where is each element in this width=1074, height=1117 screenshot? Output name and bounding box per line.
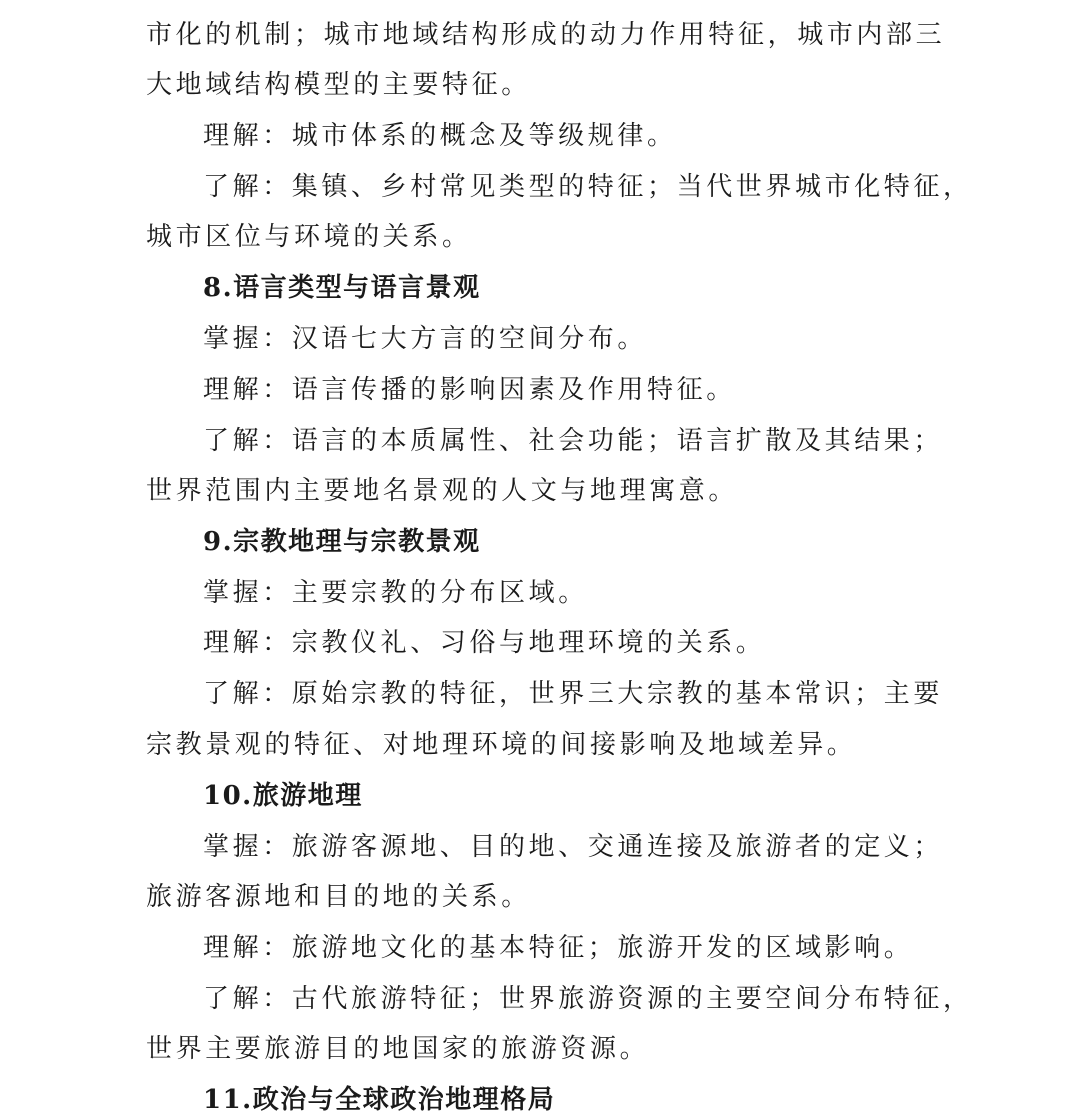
text-line: 世界主要旅游目的地国家的旅游资源。 xyxy=(146,1034,650,1064)
section-heading: 8.语言类型与语言景观 xyxy=(203,273,481,303)
text-line: 理解：语言传播的影响因素及作用特征。 xyxy=(203,375,736,405)
text-line: 了解：语言的本质属性、社会功能；语言扩散及其结果； xyxy=(203,426,944,456)
text-line: 理解：宗教仪礼、习俗与地理环境的关系。 xyxy=(203,628,766,658)
text-line: 宗教景观的特征、对地理环境的间接影响及地域差异。 xyxy=(146,730,857,760)
section-heading: 10.旅游地理 xyxy=(203,781,363,811)
text-line: 大地域结构模型的主要特征。 xyxy=(146,70,531,100)
section-heading: 9.宗教地理与宗教景观 xyxy=(203,527,481,557)
text-line: 掌握：旅游客源地、目的地、交通连接及旅游者的定义； xyxy=(203,832,944,862)
text-line: 了解：集镇、乡村常见类型的特征；当代世界城市化特征， xyxy=(203,172,973,202)
text-line: 城市区位与环境的关系。 xyxy=(146,222,472,252)
text-line: 理解：旅游地文化的基本特征；旅游开发的区域影响。 xyxy=(203,933,914,963)
section-heading: 11.政治与全球政治地理格局 xyxy=(203,1085,556,1115)
text-line: 理解：城市体系的概念及等级规律。 xyxy=(203,121,677,151)
text-line: 了解：原始宗教的特征，世界三大宗教的基本常识；主要 xyxy=(203,679,944,709)
text-line: 旅游客源地和目的地的关系。 xyxy=(146,882,531,912)
text-line: 世界范围内主要地名景观的人文与地理寓意。 xyxy=(146,476,739,506)
text-line: 市化的机制；城市地域结构形成的动力作用特征，城市内部三 xyxy=(146,20,946,50)
text-line: 了解：古代旅游特征；世界旅游资源的主要空间分布特征， xyxy=(203,984,973,1014)
text-line: 掌握：主要宗教的分布区域。 xyxy=(203,578,588,608)
text-line: 掌握：汉语七大方言的空间分布。 xyxy=(203,324,648,354)
